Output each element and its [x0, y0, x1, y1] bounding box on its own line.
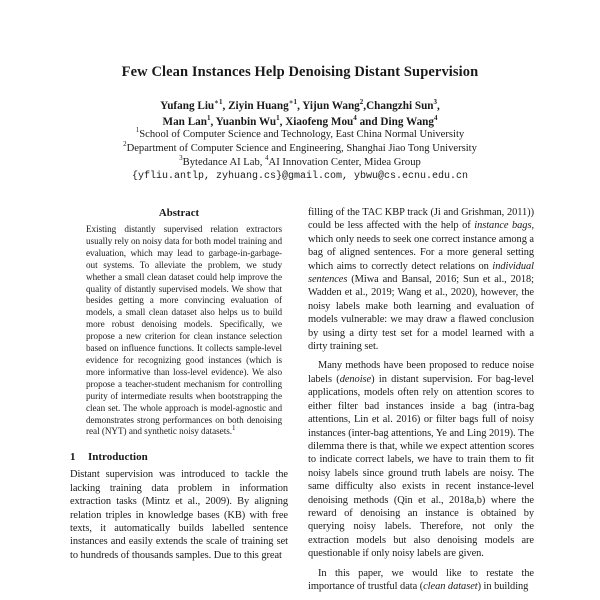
- affiliation-text: School of Computer Science and Technology, East China Normal University: [139, 129, 465, 140]
- author-marker: 2: [359, 97, 364, 106]
- abstract-text: Existing distantly supervised relation extractors usually rely on noisy data for both model training and evaluation, which may lead to garbage-in-garbage-out systems. To alleviate the problem, we study whether a small clean dataset could help improve the quality of distantly supervised models. We show that besides getting a more convincing evaluation of models, a small clean dataset also helps us to build more robust denoising models. Specifically, we propose a new criterion for clean instance selection based on influence functions. It collects sample-level evidence for recognizing good instances (which is more informative than loss-level evidence). We also propose a teacher-student mechanism for controlling purity of intermediate results when bootstrapping the clean set. The whole approach is model-agnostic and demonstrates strong performances on both denoising real (NYT) and synthetic noisy datasets.: [86, 224, 282, 437]
- author-name: Yijun Wang: [302, 100, 360, 112]
- abstract-heading: Abstract: [158, 207, 200, 219]
- right-column: [308, 206, 534, 593]
- affiliation-marker: 1: [135, 125, 140, 134]
- paragraph-text: (Miwa and Bansal, 2016; Sun et al., 2018; Wadden et al., 2019; Wang et al., 2020), however, the noisy labels make both learning and evaluation of models vulnerable: we may draw a flawed conclusion by using a dirty test set for a model learned with a dirty training set.: [308, 274, 534, 353]
- author-marker: 1: [206, 113, 211, 122]
- paragraph-text: ) in distant supervision. For bag-level applications, models often rely on attention scores to either filter bad instances inside a bag (intra-bag attentions, Lin et al. 2016) or filter bags full of noisy instances (inter-bag attentions, Ye and Ling 2019). The dilemma there is that, while we expect attention scores to indicate correct labels, we have to train them to fit noisy labels since ground truth labels are noisy. The same difficulty also exists in recent instance-level denoising methods (Qin et al., 2018a,b) where the reward of denoising an instance is obtained by querying noisy labels. Therefore, not only the extraction models but also denoising models are questionable if only noisy labels are given.: [308, 373, 534, 560]
- affiliation-text: Bytedance AI Lab,: [182, 157, 263, 168]
- abstract-body: [86, 224, 282, 438]
- emphasis-text: denoise: [339, 373, 372, 385]
- affiliation-text: Department of Computer Science and Engineering, Shanghai Jiao Tong University: [126, 143, 477, 154]
- section-number: 1: [70, 451, 76, 464]
- affiliation-marker: 4: [265, 153, 269, 162]
- left-column: [70, 206, 288, 562]
- author-name: Xiaofeng Mou: [285, 116, 354, 128]
- paragraph-text: ) in building: [477, 580, 529, 592]
- author-marker: 4: [353, 113, 357, 122]
- body-paragraph: [308, 567, 534, 594]
- intro-paragraph: Distant supervision was introduced to tackle the lacking training data problem in information extraction tasks (Mintz et al., 2009). By aligning relation triples in knowledge bases (KB) with free texts, it automatically builds labelled sentence instances and easily extends the scale of training set to hundreds of thousands samples. Due to this great: [70, 469, 288, 561]
- author-name: Man Lan: [162, 116, 207, 128]
- emphasis-text: clean dataset: [423, 580, 478, 592]
- paragraph-text: Many methods have been proposed to reduce noise labels (: [308, 360, 534, 385]
- author-marker: 1: [276, 113, 280, 122]
- body-paragraph: [308, 206, 534, 353]
- affiliation-marker: 3: [179, 153, 183, 162]
- author-emails: {yfliu.antlp, zyhuang.cs}@gmail.com, ybwu@cs.ecnu.edu.cn: [131, 171, 469, 182]
- paper-title: Few Clean Instances Help Denoising Distant Supervision: [121, 64, 479, 80]
- affiliation-2: [0, 139, 600, 156]
- author-name: Yuanbin Wu: [215, 116, 277, 128]
- affiliation-marker: 2: [123, 139, 127, 148]
- author-name: Yufang Liu: [160, 100, 215, 112]
- author-marker: ∗1: [288, 97, 298, 106]
- author-marker: ∗1: [214, 97, 223, 106]
- affiliation-1: [0, 125, 600, 142]
- author-marker: 3: [433, 97, 438, 106]
- paragraph-text: filling of the TAC KBP track (Ji and Grishman, 2011)) could be less affected with the help of: [308, 207, 534, 232]
- section-title: Introduction: [88, 451, 148, 464]
- author-name: Changzhi Sun: [366, 100, 434, 112]
- affiliation-text: AI Innovation Center, Midea Group: [268, 157, 421, 168]
- author-name: Ding Wang: [380, 116, 434, 128]
- affiliation-3: [0, 153, 600, 170]
- footnote-marker: 1: [231, 423, 236, 432]
- paragraph-text: , which only needs to seek one correct instance among a bag of aligned sentences. For a more general setting which aims to correctly detect relations on: [308, 220, 534, 272]
- author-name: Ziyin Huang: [228, 100, 289, 112]
- author-line-2: Man Lan$^1$, Yuanbin Wu$^1$, Xiaofeng Mou$^4$ and Ding Wang$^4$: [162, 113, 438, 128]
- paragraph-text: In this paper, we would like to restate the importance of trustful data (: [308, 567, 534, 592]
- author-conjunction: and: [359, 116, 378, 128]
- section-heading-introduction: [70, 450, 288, 468]
- emphasis-text: individual sentences: [308, 260, 534, 286]
- emphasis-text: instance bags: [474, 220, 532, 232]
- author-line-1: Yufang Liu$^{∗1}$, Ziyin Huang$^{∗1}$, Yijun Wang$^2$,Changzhi Sun$^3$,: [160, 97, 440, 112]
- body-paragraph: [308, 359, 534, 560]
- author-marker: 4: [433, 113, 438, 122]
